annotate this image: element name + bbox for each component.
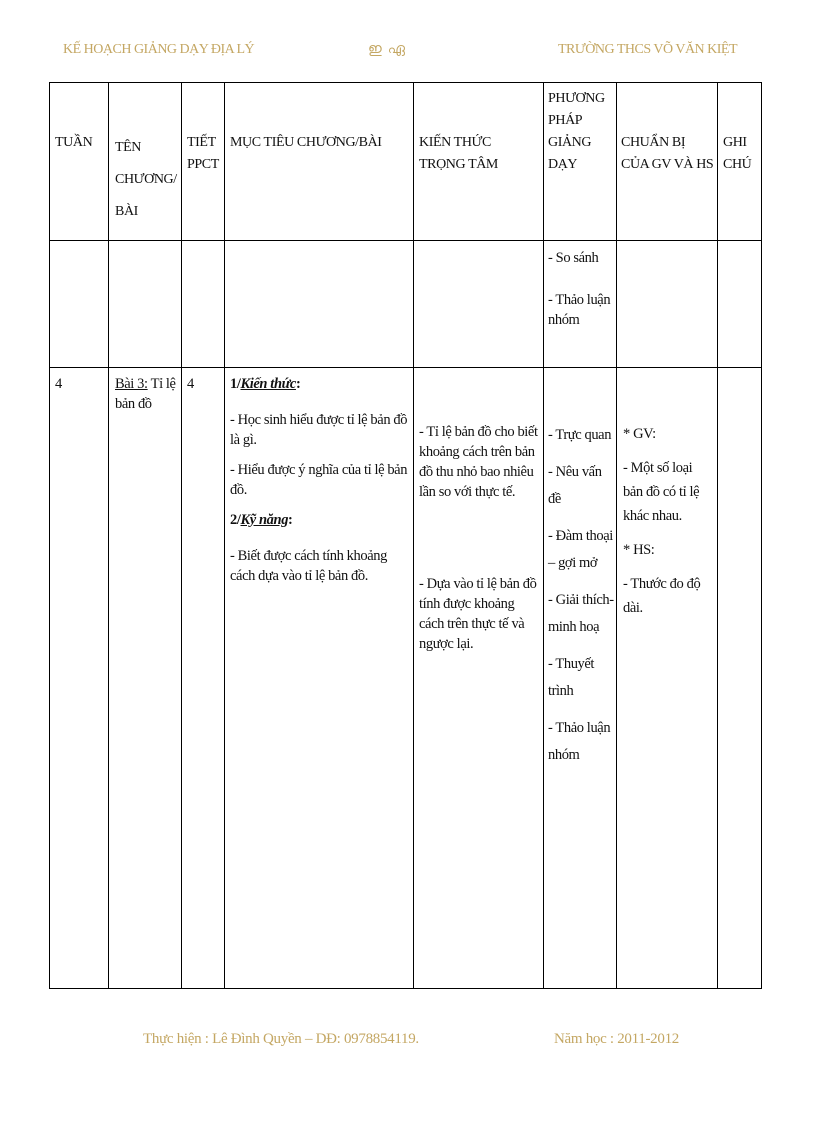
col-header-notes: GHI CHÚ xyxy=(723,135,752,172)
method-item: - Đàm thoại – gợi mở xyxy=(548,528,613,571)
table-col-line xyxy=(761,82,762,989)
table-col-line xyxy=(543,82,544,989)
table-col-line xyxy=(717,82,718,989)
table-col-line xyxy=(49,82,50,989)
knowledge-objective: - Học sinh hiểu được tỉ lệ bản đồ là gì. xyxy=(230,412,408,448)
footer-author: Thực hiện : Lê Đình Quyền – DĐ: 0978854119. xyxy=(143,1031,419,1047)
lesson-title: Tỉ lệ bản đồ xyxy=(115,376,176,412)
method-item: - Thuyết trình xyxy=(548,656,595,699)
col-header-preparation: CHUẨN BỊ CỦA GV VÀ HS xyxy=(621,135,714,172)
knowledge-title: Kiến thức xyxy=(240,376,296,392)
knowledge-heading: 1/Kiến thức: xyxy=(230,376,301,392)
lesson-name xyxy=(115,374,179,414)
prep-item: - Một số loại bản đồ có tỉ lệ khác nhau. xyxy=(623,460,700,524)
table-col-line xyxy=(181,82,182,989)
prep-item: - Thước đo độ dài. xyxy=(623,576,701,616)
col-header-objective: MỤC TIÊU CHƯƠNG/BÀI xyxy=(230,135,382,150)
table-col-line xyxy=(108,82,109,989)
skill-objective: - Biết được cách tính khoảng cách dựa vào tỉ lệ bản đồ. xyxy=(230,548,387,584)
table-col-line xyxy=(224,82,225,989)
skill-title: Kỹ năng xyxy=(240,512,289,528)
header-ornament: ഇ ഏ xyxy=(368,42,405,57)
key-knowledge xyxy=(419,422,539,664)
prep-item: * HS: xyxy=(623,542,655,558)
preparation xyxy=(623,422,715,630)
skill-heading: 2/Kỹ năng: xyxy=(230,512,293,528)
col-header-methods: PHƯƠNG PHÁP GIẢNG DẠY xyxy=(548,91,605,172)
knowledge-objective: - Hiểu được ý nghĩa của tỉ lệ bản đồ. xyxy=(230,462,408,498)
key-knowledge-item: - Dựa vào tỉ lệ bản đồ tính được khoảng cách trên thực tế và ngược lại. xyxy=(419,576,537,652)
method-item: - Thảo luận nhóm xyxy=(548,720,611,763)
objectives xyxy=(230,374,410,596)
table-header-divider xyxy=(49,240,762,241)
table-col-line xyxy=(413,82,414,989)
row1-methods xyxy=(548,248,614,340)
col-header-key-knowledge: KIẾN THỨC TRỌNG TÂM xyxy=(419,135,498,172)
method-item: - Giải thích- minh hoạ xyxy=(548,592,614,635)
col-header-week: TUẦN xyxy=(55,135,93,150)
key-knowledge-item: - Tỉ lệ bản đồ cho biết khoảng cách trên bản đồ thu nhỏ bao nhiêu lần so với thực tế. xyxy=(419,424,538,500)
table-col-line xyxy=(616,82,617,989)
method-item: - So sánh xyxy=(548,250,599,266)
lesson-label: Bài 3: xyxy=(115,376,148,392)
week-number: 4 xyxy=(55,376,62,392)
table-border-bottom xyxy=(49,988,762,989)
method-item: - Thảo luận nhóm xyxy=(548,292,611,328)
table-border-top xyxy=(49,82,762,83)
prep-item: * GV: xyxy=(623,426,656,442)
col-header-period: TIẾT PPCT xyxy=(187,135,219,172)
header-left: KẾ HOẠCH GIẢNG DẠY ĐỊA LÝ xyxy=(63,42,255,57)
period-number: 4 xyxy=(187,376,194,392)
method-item: - Nêu vấn đề xyxy=(548,464,602,507)
col-header-lesson: TÊN CHƯƠNG/ BÀI xyxy=(115,140,177,219)
lesson-plan-table xyxy=(49,82,762,989)
method-item: - Trực quan xyxy=(548,427,612,443)
teaching-methods xyxy=(548,422,614,779)
header-right: TRƯỜNG THCS VÕ VĂN KIỆT xyxy=(558,42,738,57)
footer-school-year: Năm học : 2011-2012 xyxy=(554,1031,679,1047)
table-row-divider xyxy=(49,367,762,368)
